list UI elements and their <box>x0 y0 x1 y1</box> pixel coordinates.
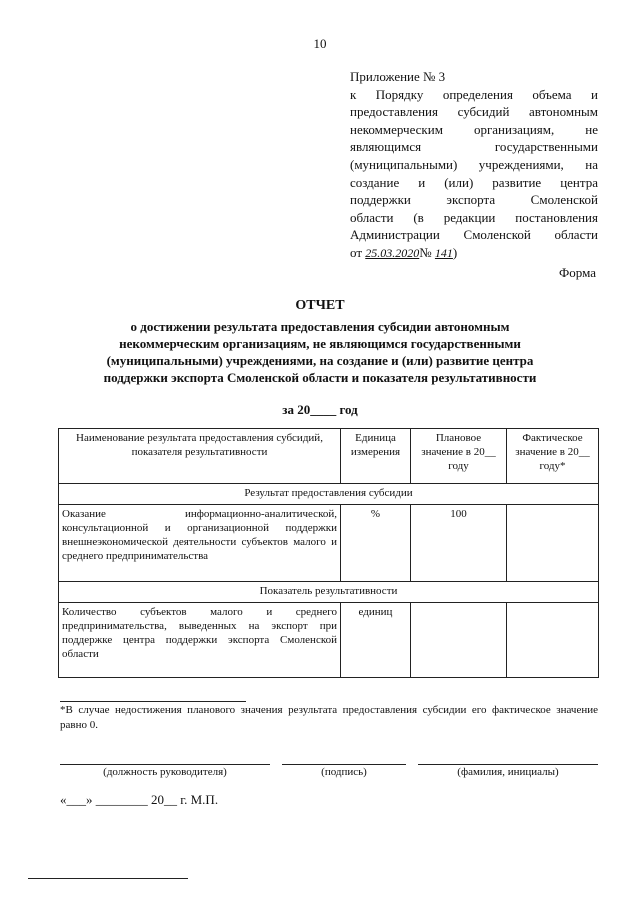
signature-line-position <box>60 764 270 765</box>
annex-date-line <box>350 244 598 263</box>
annex-line: поддержки экспорта Смоленской <box>350 192 598 208</box>
row1-fact <box>507 505 599 582</box>
row2-name: Количество субъектов малого и среднего предпринимательства, выведенных на экспорт при поддержке центра поддержки экспорта Смоленской области <box>59 603 341 678</box>
row1-plan: 100 <box>411 505 507 582</box>
annex-line: являющимся государственными <box>350 139 598 155</box>
header-plan: Плановое значение в 20__ году <box>411 429 507 484</box>
annex-line: некоммерческим организациям, не <box>350 121 598 137</box>
row2-unit: единиц <box>341 603 411 678</box>
header-name: Наименование результата предоставления субсидий, показателя результативности <box>59 429 341 484</box>
annex-line: предоставления субсидий автономным <box>350 104 598 120</box>
annex-block <box>350 68 598 263</box>
number-sign: № <box>419 244 432 260</box>
footnote: *В случае недостижения планового значения результата предоставления субсидии его фактическое значение равно 0. <box>60 704 598 731</box>
signature-label-position: (должность руководителя) <box>103 766 227 778</box>
signature-line-signature <box>282 764 406 765</box>
section-row <box>59 484 599 505</box>
table-row <box>59 505 599 582</box>
date-stamp-line: «___» ________ 20__ г. М.П. <box>60 792 219 807</box>
annex-line: Приложение № 3 <box>350 69 446 84</box>
header-fact: Фактическое значение в 20__ году* <box>507 429 599 484</box>
signature-label-signature: (подпись) <box>321 766 367 778</box>
row1-name: Оказание информационно-аналитической, консультационной и организационной поддержки внешнеэкономической деятельности субъектов малого и среднего предпринимательства <box>59 505 341 582</box>
form-label: Форма <box>559 265 596 280</box>
bottom-divider <box>28 878 188 879</box>
annex-line: области (в редакции постановления <box>350 209 598 225</box>
document-subtitle: о достижении результата предоставления субсидии автономным некоммерческим организациям, не являющимся государственными (муниципальными) учреждениями, на создание и (или) развитие центра поддержки экспорта Смоленской области и показателя результативности <box>103 319 537 385</box>
annex-line: Администрации Смоленской области <box>350 227 598 243</box>
handwritten-number: 141 <box>434 245 453 260</box>
section-row <box>59 582 599 603</box>
page-number: 10 <box>313 36 327 51</box>
document-title: ОТЧЕТ <box>295 298 345 313</box>
annex-line: (муниципальными) учреждениями, на <box>350 156 598 172</box>
section-indicator: Показатель результативности <box>59 582 599 603</box>
signature-label-name: (фамилия, инициалы) <box>457 766 559 778</box>
annex-from-prefix: от <box>350 244 363 260</box>
header-unit: Единица измерения <box>341 429 411 484</box>
report-table <box>58 428 599 678</box>
handwritten-date: 25.03.2020 <box>365 245 420 260</box>
annex-line: создание и (или) развитие центра <box>350 174 598 190</box>
table-row <box>59 603 599 678</box>
row2-plan <box>411 603 507 678</box>
footnote-divider <box>60 701 246 702</box>
row1-unit: % <box>341 505 411 582</box>
annex-line: к Порядку определения объема и <box>350 86 598 102</box>
report-year: за 20____ год <box>282 402 358 417</box>
signature-line-name <box>418 764 598 765</box>
row2-fact <box>507 603 599 678</box>
section-result: Результат предоставления субсидии <box>59 484 599 505</box>
table-header-row <box>59 429 599 484</box>
annex-closing: ) <box>452 244 458 260</box>
